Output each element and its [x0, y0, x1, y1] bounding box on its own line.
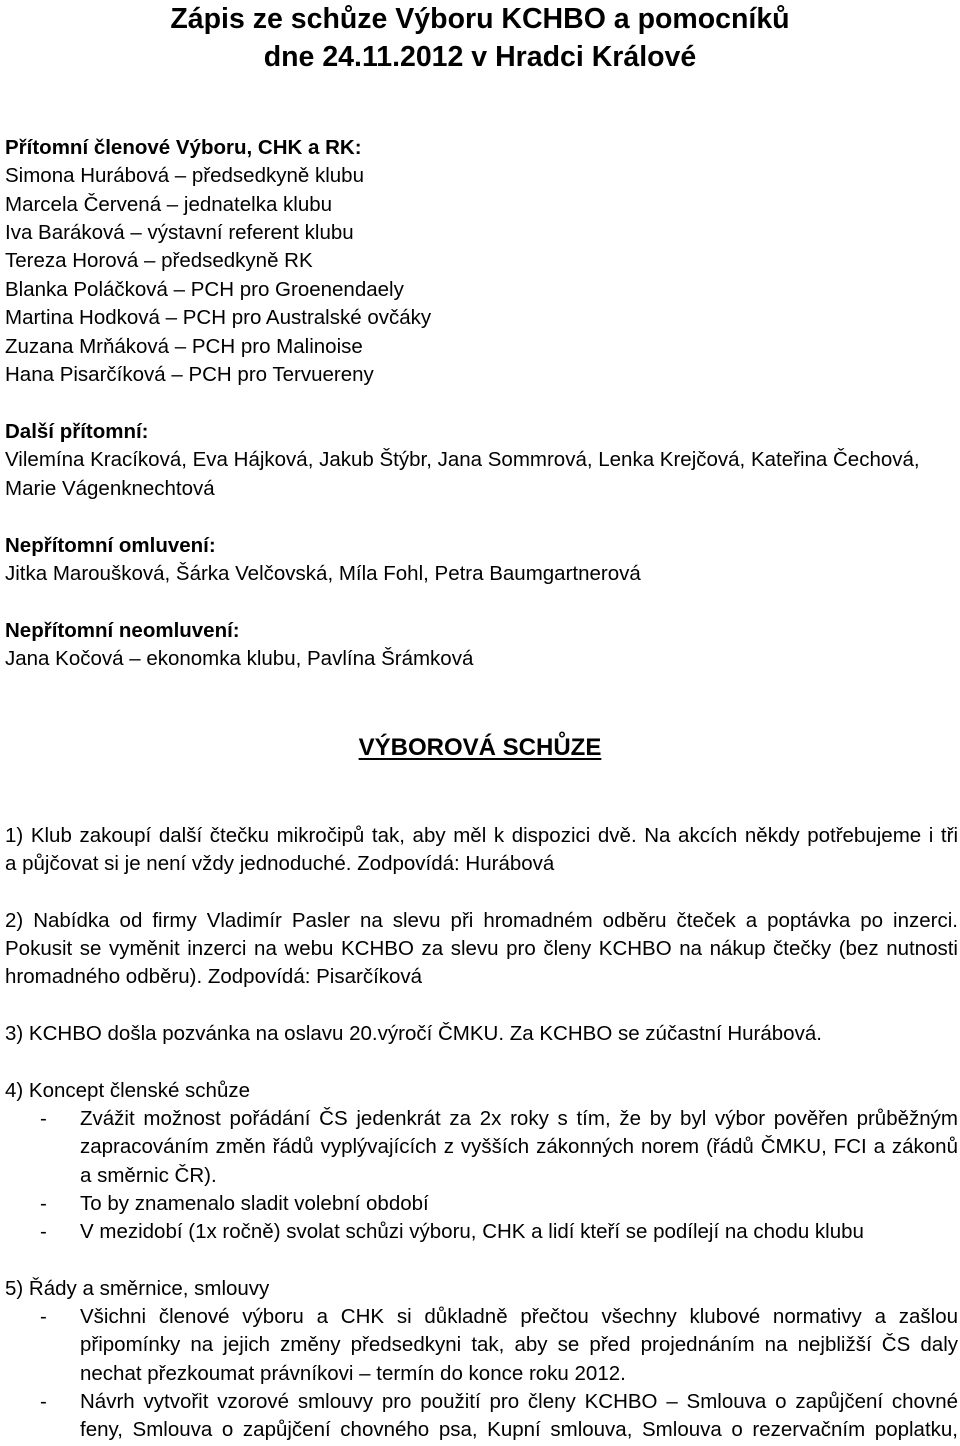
agenda-point — [5, 907, 958, 992]
absent-unexcused-line: Jana Kočová – ekonomka klubu, Pavlína Šrámková — [5, 647, 474, 671]
agenda-point-line: 3) KCHBO došla pozvánka na oslavu 20.výročí ČMKU. Za KCHBO se zúčastní Hurábová. — [5, 1021, 822, 1045]
present-member-item: Martina Hodková – PCH pro Australské ovčáky — [5, 306, 432, 330]
bullet-marker: - — [40, 1305, 47, 1329]
bullet-marker: - — [40, 1192, 47, 1216]
absent-excused-section — [5, 532, 958, 589]
absent-unexcused-section — [5, 617, 958, 674]
agenda-bullet-line: zapracováním změn řádů vyplývajících z vyšších zákonných norem (řádů ČMKU, FCI a zákonů — [80, 1135, 958, 1159]
present-member-item: Iva Baráková – výstavní referent klubu — [5, 220, 354, 244]
agenda-bullet-line: Návrh vytvořit vzorové smlouvy pro použití pro členy KCHBO – Smlouva o zapůjčení chovné — [80, 1390, 958, 1414]
document-title-line: Zápis ze schůze Výboru KCHBO a pomocníků — [170, 3, 790, 35]
present-members-heading: Přítomní členové Výboru, CHK a RK: — [5, 135, 362, 159]
agenda-point-heading: 4) Koncept členské schůze — [5, 1078, 250, 1102]
agenda-bullet-line: feny, Smlouva o zapůjčení chovného psa, Kupní smlouva, Smlouva o rezervačním poplatku, — [80, 1418, 958, 1442]
meeting-heading-text: VÝBOROVÁ SCHŮZE — [358, 734, 602, 761]
bullet-marker: - — [40, 1107, 47, 1131]
agenda-bullet-line: V mezidobí (1x ročně) svolat schůzi výboru, CHK a lidí kteří se podílejí na chodu klubu — [80, 1220, 864, 1244]
agenda-bullet — [5, 1388, 958, 1445]
agenda-bullet-line: Všichni členové výboru a CHK si důkladně přečtou všechny klubové normativy a zašlou — [80, 1305, 958, 1329]
absent-unexcused-heading: Nepřítomní neomluvení: — [5, 618, 240, 642]
agenda-point — [5, 1077, 958, 1247]
present-member-item: Blanka Poláčková – PCH pro Groenendaely — [5, 277, 404, 301]
document-date-line: dne 24.11.2012 v Hradci Králové — [263, 41, 697, 73]
agenda-bullet — [5, 1218, 958, 1246]
agenda-point-line: a půjčovat si je není vždy jednoduché. Zodpovídá: Hurábová — [5, 852, 555, 876]
absent-excused-line: Jitka Maroušková, Šárka Velčovská, Míla Fohl, Petra Baumgartnerová — [5, 562, 641, 586]
agenda-point-line: 2) Nabídka od firmy Vladimír Pasler na slevu při hromadném odběru čteček a poptávka po inzerci. — [5, 908, 958, 932]
present-members-section — [5, 134, 958, 390]
agenda-point — [5, 1020, 958, 1048]
agenda-point-line: 1) Klub zakoupí další čtečku mikročipů tak, aby měl k dispozici dvě. Na akcích někdy potřebujeme i tři — [5, 823, 958, 847]
present-member-item: Tereza Horová – předsedkyně RK — [5, 249, 313, 273]
agenda-bullet — [5, 1303, 958, 1388]
document-title — [0, 0, 960, 76]
agenda-point-line: Pokusit se vyměnit inzerci na webu KCHBO za slevu pro členy KCHBO na nákup čtečky (bez nutnosti — [5, 937, 958, 961]
bullet-marker: - — [40, 1220, 47, 1244]
agenda-point-heading: 5) Řády a směrnice, smlouvy — [5, 1276, 270, 1300]
other-attendees-section — [5, 418, 958, 503]
agenda-point — [5, 1275, 958, 1445]
bullet-marker: - — [40, 1390, 47, 1414]
agenda-bullet — [5, 1105, 958, 1190]
agenda-bullet-line: Zvážit možnost pořádání ČS jedenkrát za 2x roky s tím, že by byl výbor pověřen průběžným — [80, 1107, 958, 1131]
agenda-bullet-line: připomínky na jejich změny předsedkyni tak, aby se před projednáním na nejbližší ČS daly — [80, 1333, 958, 1357]
agenda-bullet-line: a směrnic ČR). — [80, 1163, 217, 1187]
present-member-item: Simona Hurábová – předsedkyně klubu — [5, 164, 364, 188]
agenda-point-line: hromadného odběru). Zodpovídá: Pisarčíková — [5, 965, 423, 989]
agenda-point — [5, 822, 958, 879]
other-attendees-line: Vilemína Kracíková, Eva Hájková, Jakub Štýbr, Jana Sommrová, Lenka Krejčová, Kateřina Čechová, — [5, 448, 920, 472]
present-member-item: Marcela Červená – jednatelka klubu — [5, 192, 333, 216]
other-attendees-heading: Další přítomní: — [5, 419, 149, 443]
meeting-heading — [0, 731, 960, 765]
absent-excused-heading: Nepřítomní omluvení: — [5, 533, 216, 557]
agenda-bullet-line: To by znamenalo sladit volební období — [80, 1192, 429, 1216]
present-member-item: Hana Pisarčíková – PCH pro Tervuereny — [5, 362, 374, 386]
other-attendees-line: Marie Vágenknechtová — [5, 476, 215, 500]
agenda-bullet — [5, 1190, 958, 1218]
agenda-bullet-line: nechat přezkoumat právníkovi – termín do konce roku 2012. — [80, 1361, 626, 1385]
present-member-item: Zuzana Mrňáková – PCH pro Malinoise — [5, 334, 363, 358]
